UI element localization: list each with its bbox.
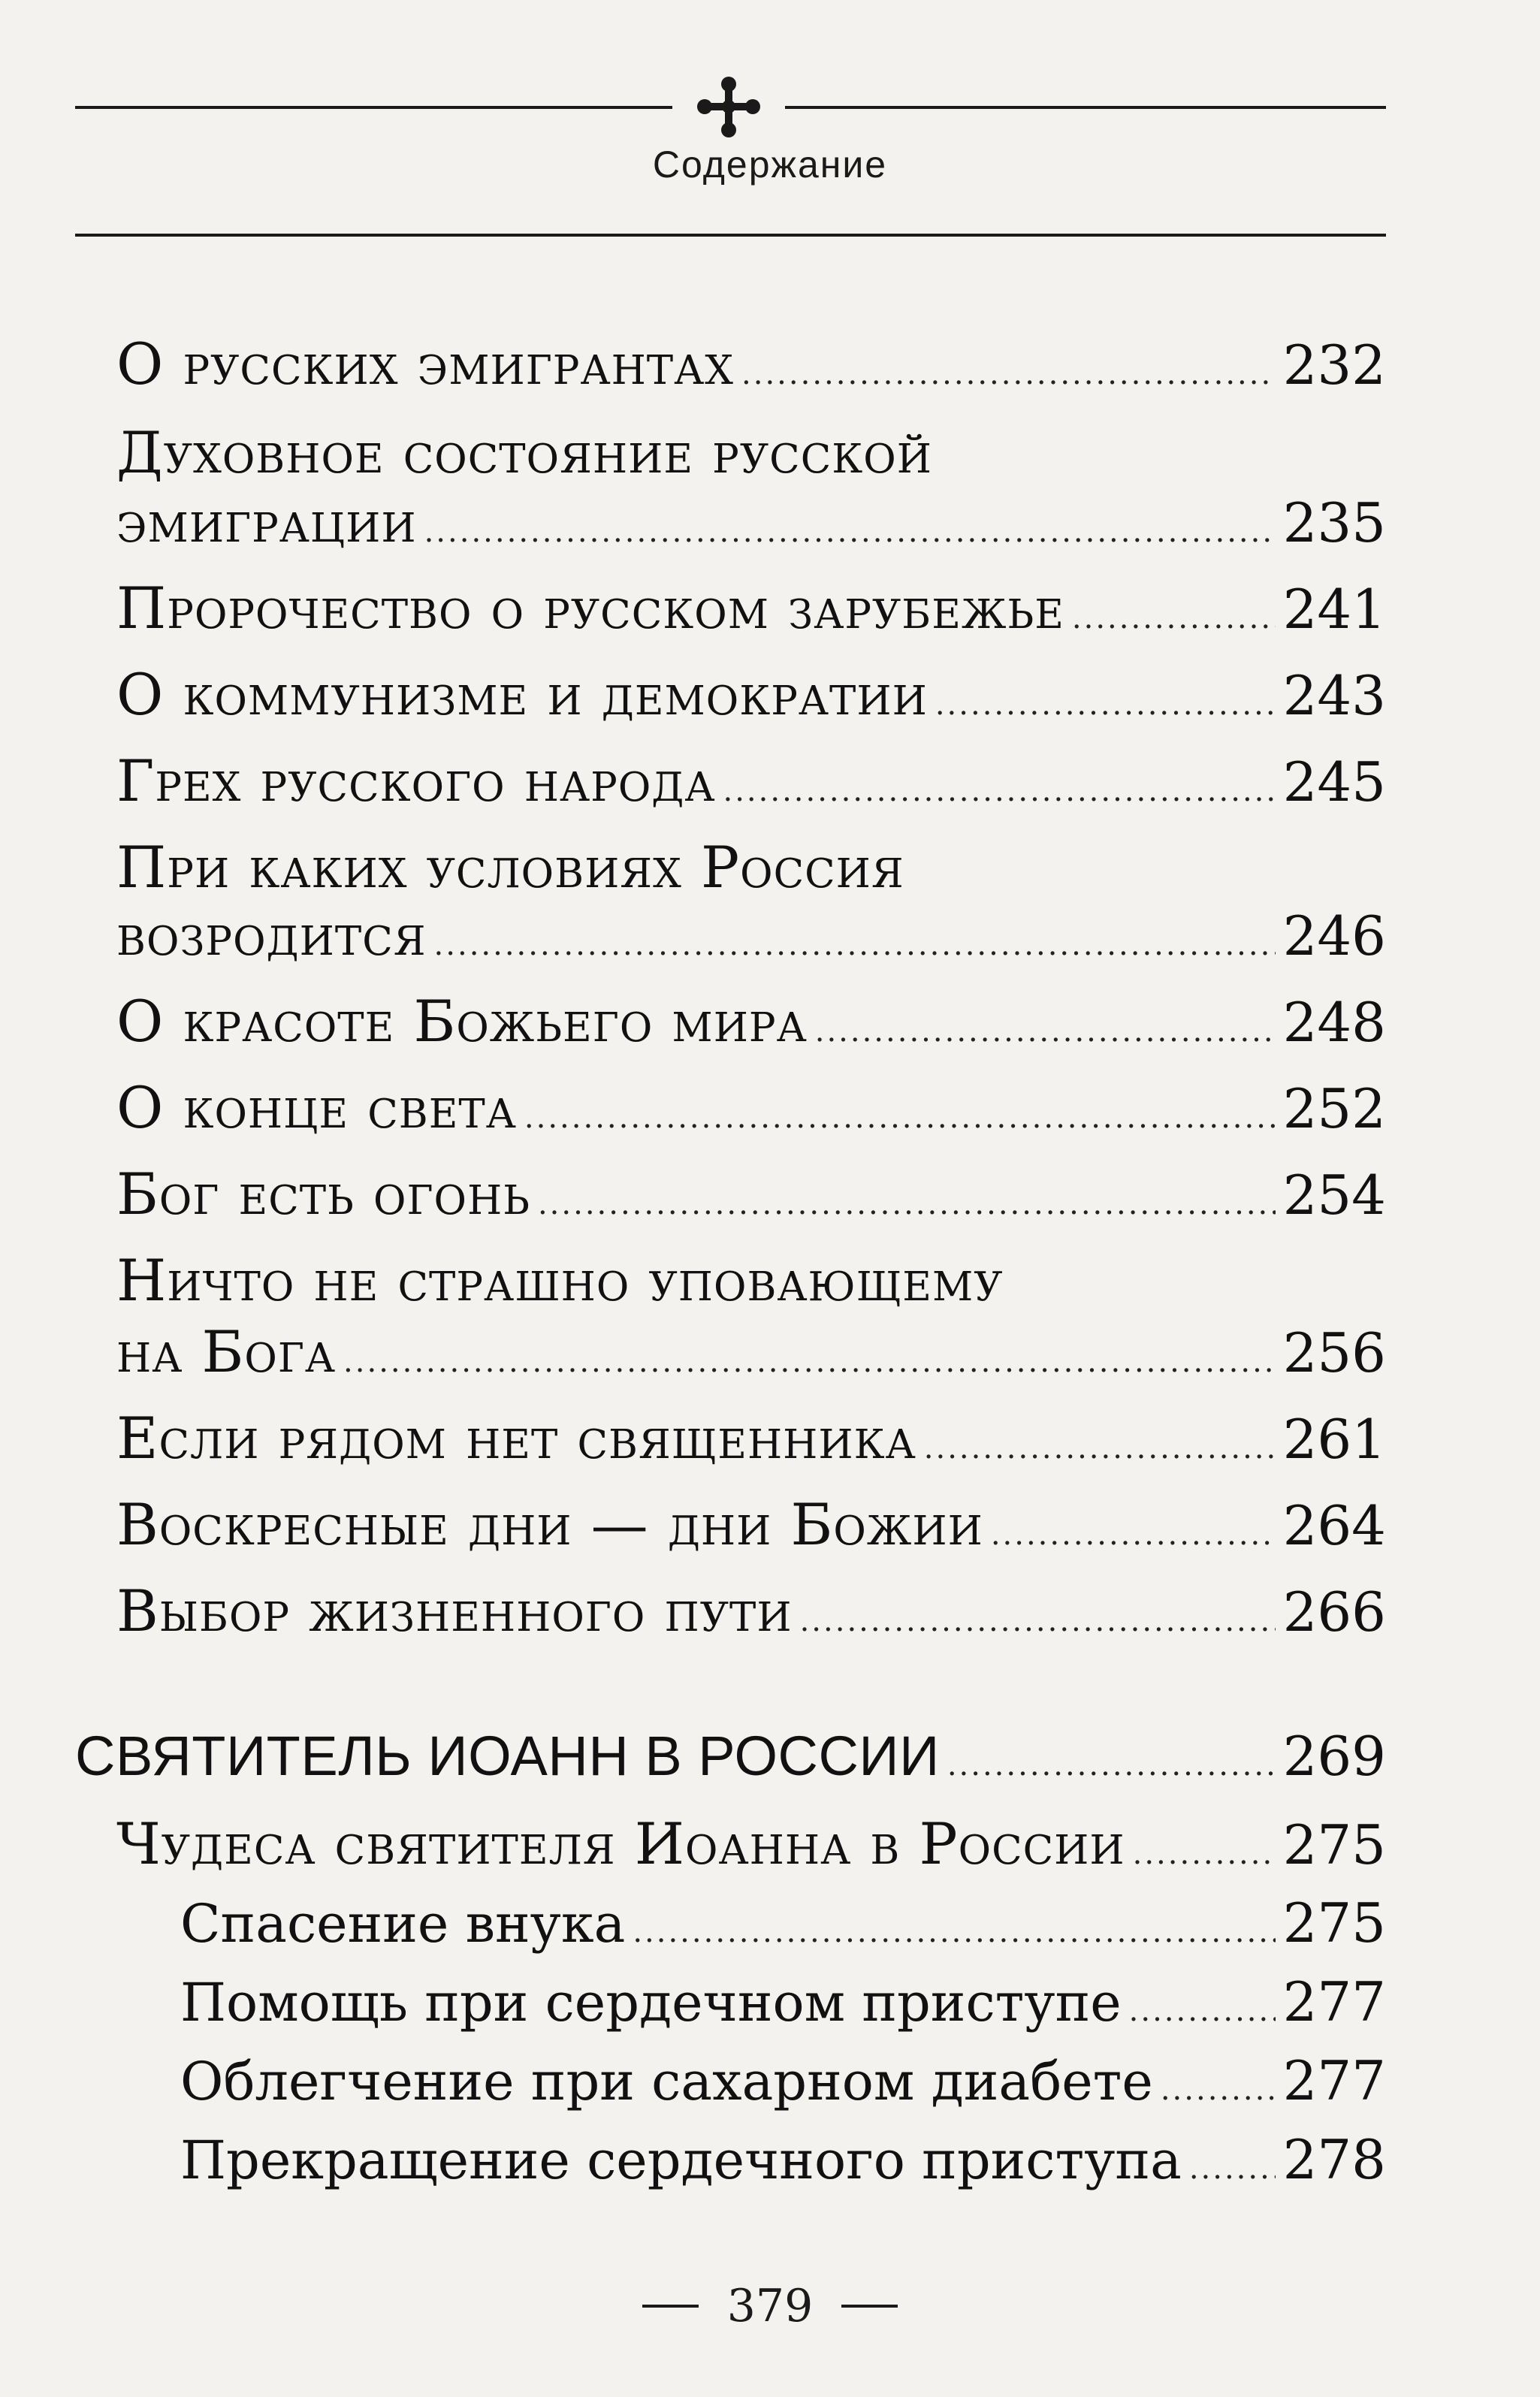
toc-entry-page: 275 (1282, 1813, 1386, 1876)
toc-entry-title: Облегчение при сахарном диабете (180, 2051, 1153, 2112)
toc-entry-title: Спасение внука (180, 1893, 626, 1955)
toc-entry-title-line1: При каких условиях Россия (116, 834, 904, 901)
toc-entry-page: 252 (1282, 1077, 1386, 1140)
toc-entry-title: О русских эмигрантах (116, 331, 735, 397)
toc-entry-title-line1: Духовное состояние русской (116, 419, 932, 486)
toc-entry-title: Грех русского народа (116, 747, 716, 814)
toc-entry-page: 246 (1282, 904, 1386, 968)
toc-entry-page: 256 (1282, 1321, 1386, 1384)
toc-entry-title: Помощь при сердечном приступе (180, 1972, 1122, 2033)
toc-entry-page: 261 (1282, 1408, 1386, 1471)
cross-ornament-icon (691, 75, 766, 139)
toc-leader-dots (343, 1345, 1276, 1379)
toc-entry-page: 266 (1282, 1580, 1386, 1644)
toc-leader-dots (1133, 1837, 1276, 1871)
toc-entry-page: 277 (1282, 2049, 1386, 2112)
toc-leader-dots (723, 774, 1276, 808)
header-rule-right (785, 106, 1386, 109)
toc-entry-page: 277 (1282, 1970, 1386, 2033)
toc-entry-page: 235 (1282, 491, 1386, 554)
toc-entry-title: Пророчество о русском зарубежье (116, 575, 1064, 642)
toc-entry-page: 243 (1282, 664, 1386, 727)
toc-entry-page: 275 (1282, 1891, 1386, 1955)
header-rule-left (75, 106, 672, 109)
section-title: Содержание (652, 143, 888, 186)
toc-entry-page: 248 (1282, 991, 1386, 1054)
toc-entry-title-line1: Ничто не страшно уповающему (116, 1247, 1004, 1314)
toc-entry-page: 241 (1282, 578, 1386, 641)
toc-entry-title: возродится (116, 901, 427, 968)
toc-entry-page: 278 (1282, 2128, 1386, 2191)
toc-leader-dots (633, 1915, 1275, 1949)
toc-leader-dots (947, 1748, 1276, 1783)
footer-dash-right (841, 2305, 898, 2308)
toc-leader-dots (538, 1187, 1276, 1221)
toc-entry-page: 269 (1282, 1725, 1386, 1788)
toc-leader-dots (800, 1604, 1276, 1638)
toc-leader-dots (1189, 2151, 1276, 2186)
toc-entry-title: на Бога (116, 1318, 337, 1385)
toc-entry-title: Прекращение сердечного приступа (180, 2130, 1182, 2191)
toc-leader-dots (991, 1517, 1276, 1552)
toc-entry-title: Воскресные дни — дни Божии (116, 1491, 983, 1558)
toc-entry-title: О конце света (116, 1074, 517, 1141)
toc-leader-dots (815, 1014, 1276, 1049)
toc-leader-dots (935, 687, 1276, 722)
toc-entry-title: Бог есть огонь (116, 1161, 530, 1227)
toc-entry-title: эмиграции (116, 488, 417, 555)
toc-leader-dots (741, 357, 1276, 391)
toc-entry-title: Чудеса святителя Иоанна в России (116, 1810, 1125, 1877)
toc-leader-dots (434, 928, 1276, 962)
toc-entry-page: 254 (1282, 1164, 1386, 1227)
header-rule-bottom (75, 234, 1386, 237)
toc-leader-dots (1161, 2072, 1276, 2107)
toc-entry-title: О красоте Божьего мира (116, 988, 808, 1055)
toc-leader-dots (1129, 1994, 1276, 2028)
toc-leader-dots (424, 515, 1276, 549)
toc-entry-page: 245 (1282, 750, 1386, 814)
toc-leader-dots (524, 1100, 1276, 1135)
toc-entry-title: Если рядом нет священника (116, 1405, 916, 1472)
page-footer (0, 2280, 1540, 2332)
toc-entry-page: 232 (1282, 334, 1386, 397)
toc-entry-title: Выбор жизненного пути (116, 1577, 793, 1644)
toc-leader-dots (1072, 601, 1276, 635)
toc-entry-page: 264 (1282, 1494, 1386, 1557)
page-number: 379 (726, 2280, 814, 2332)
footer-dash-left (642, 2305, 699, 2308)
toc-entry-title: СВЯТИТЕЛЬ ИОАНН В РОССИИ (75, 1725, 940, 1787)
toc-leader-dots (924, 1431, 1276, 1466)
toc-entry-title: О коммунизме и демократии (116, 661, 928, 728)
